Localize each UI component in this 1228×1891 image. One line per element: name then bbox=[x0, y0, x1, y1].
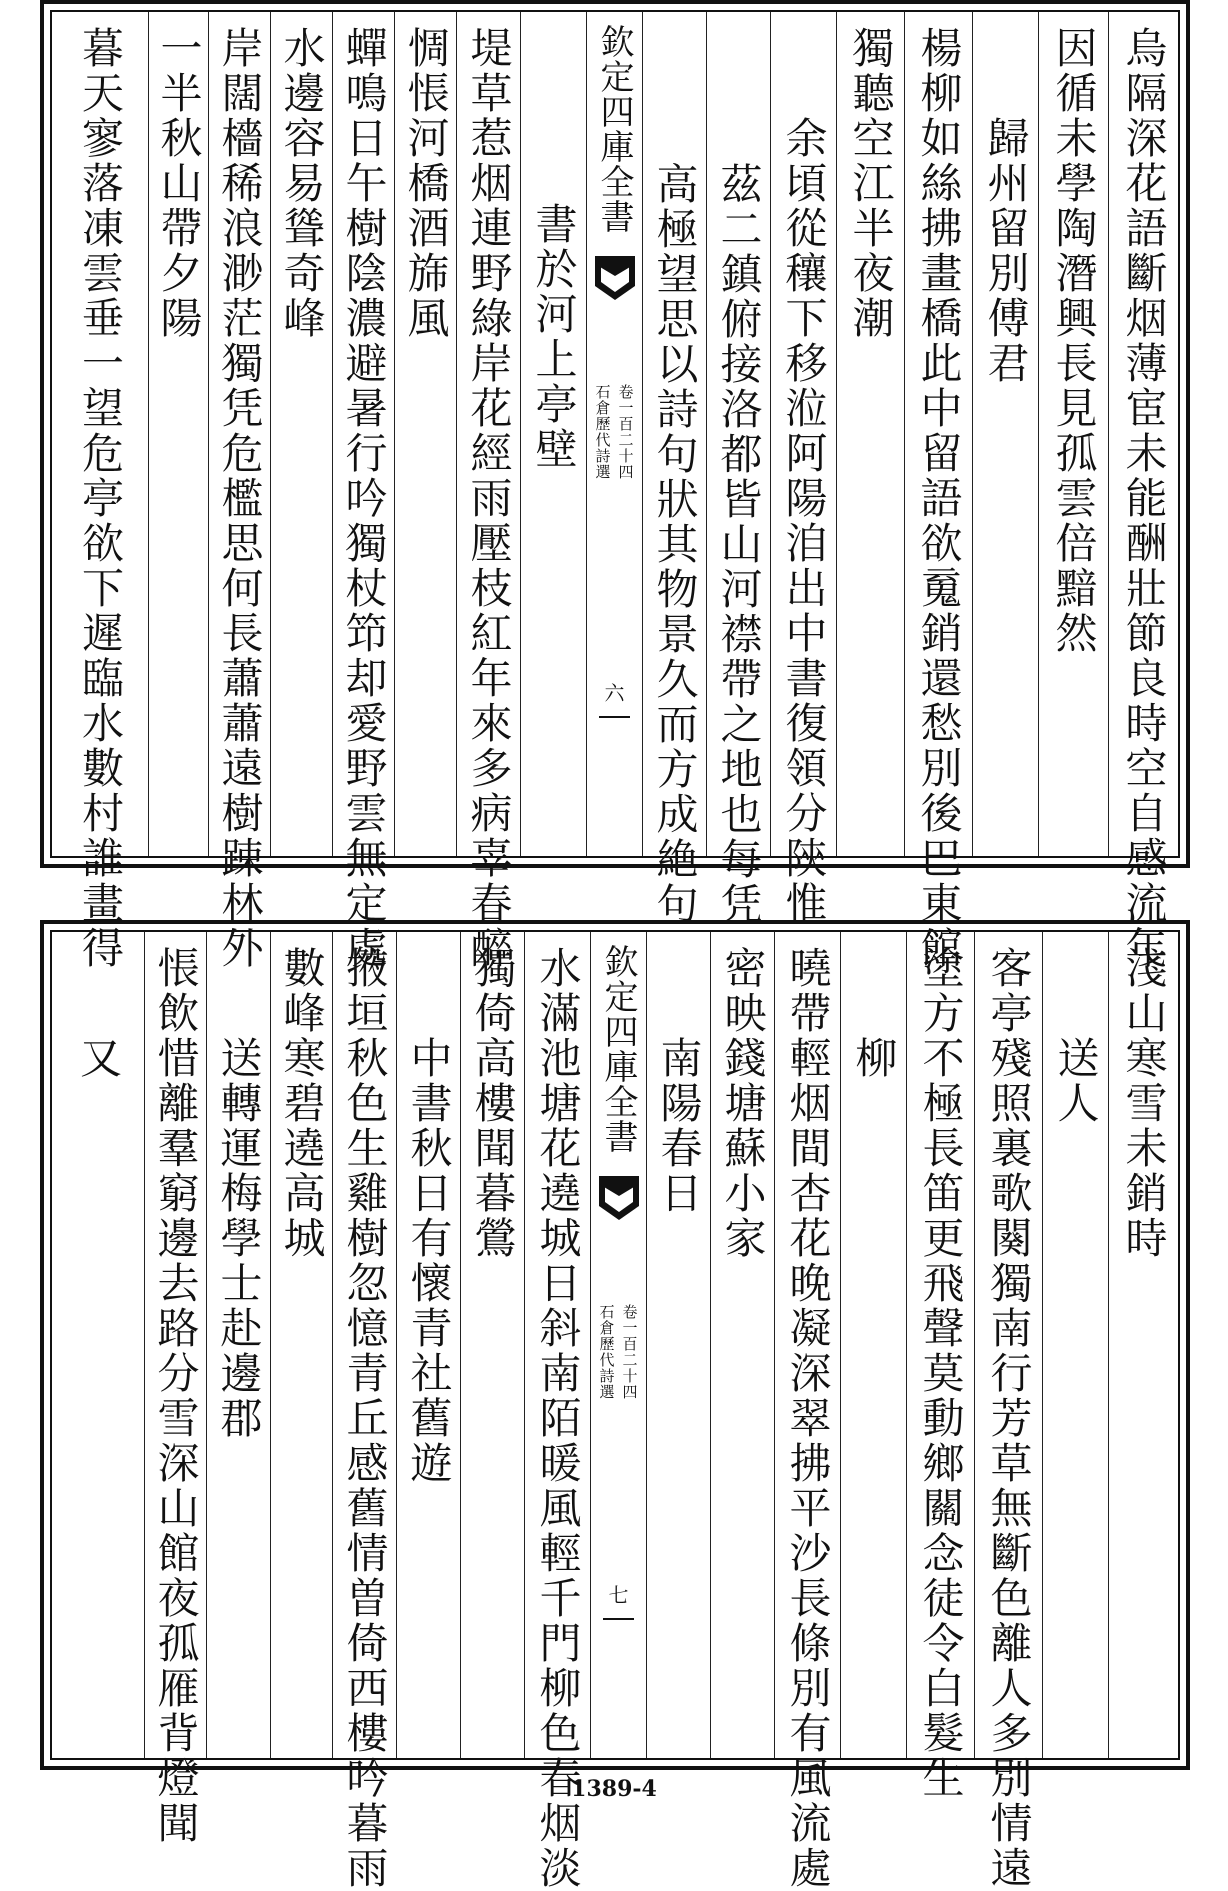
text-column bbox=[52, 12, 148, 971]
poem-title: 又 bbox=[74, 1036, 123, 1081]
text-column bbox=[1108, 932, 1178, 1758]
text-column bbox=[840, 932, 906, 1758]
center-band bbox=[586, 12, 642, 856]
text-column bbox=[710, 932, 774, 1758]
preface-line: 余頃從穰下移涖阿陽洎出中書復領分陝惟 bbox=[779, 116, 829, 926]
verse-line: 因循未學陶潛興長見孤雲倍黯然 bbox=[1049, 26, 1099, 656]
text-column bbox=[144, 932, 206, 1846]
verse-line: 悵飲惜離羣窮邊去路分雪深山館夜孤雁背燈聞 bbox=[151, 946, 201, 1846]
top-book-page bbox=[40, 0, 1190, 971]
text-column bbox=[148, 12, 208, 856]
text-column bbox=[332, 932, 396, 1891]
text-column bbox=[706, 12, 770, 927]
text-column bbox=[520, 12, 586, 856]
verse-line: 惆悵河橋酒旆風 bbox=[401, 26, 451, 341]
verse-line: 數峰寒碧遶高城 bbox=[277, 946, 327, 1261]
text-column bbox=[972, 12, 1038, 856]
text-column bbox=[1108, 12, 1178, 971]
collection-title: 欽定四庫全書 bbox=[594, 24, 634, 234]
band-volume: 卷一百二十四 bbox=[620, 1304, 639, 1400]
text-column bbox=[774, 932, 840, 1891]
text-column bbox=[770, 12, 836, 926]
verse-line: 一半秋山帶夕陽 bbox=[154, 26, 204, 341]
text-column bbox=[836, 12, 904, 856]
text-column bbox=[524, 932, 590, 1891]
preface-line: 高極望思以詩句狀其物景久而方成絶句 bbox=[650, 162, 700, 927]
text-column bbox=[270, 932, 332, 1758]
text-column bbox=[642, 12, 706, 927]
text-column bbox=[208, 12, 270, 971]
text-column bbox=[460, 932, 524, 1758]
band-book-name: 石倉歷代詩選 bbox=[593, 384, 612, 480]
fishtail-mark-icon bbox=[595, 256, 635, 300]
poem-title: 送轉運梅學士赴邊郡 bbox=[214, 1036, 264, 1441]
folio-rule bbox=[599, 716, 630, 718]
verse-line: 曉帶輕烟間杏花晚凝深翠拂平沙長條別有風流處 bbox=[783, 946, 833, 1891]
band-subtitle bbox=[587, 384, 642, 480]
verse-line: 客亭殘照裏歌闋獨南行芳草無斷色離人多別情遠 bbox=[984, 946, 1034, 1891]
folio-number: 七 bbox=[608, 1583, 629, 1607]
poem-title: 中書秋日有懷青社舊遊 bbox=[404, 1036, 454, 1486]
poem-title: 歸州留別傅君 bbox=[981, 116, 1031, 386]
top-page-columns bbox=[52, 12, 1178, 971]
verse-line: 淺山寒雪未銷時 bbox=[1119, 946, 1169, 1261]
verse-line: 烏隔深花語斷烟薄宦未能酬壯節良時空自感流年 bbox=[1119, 26, 1169, 971]
poem-title: 柳 bbox=[849, 1036, 899, 1081]
text-column bbox=[52, 932, 144, 1758]
verse-line: 密映錢塘蘇小家 bbox=[718, 946, 768, 1261]
folio-rule bbox=[603, 1618, 634, 1620]
verse-line: 岸闊檣稀浪渺茫獨凭危檻思何長蕭蕭遠樹踈林外 bbox=[215, 26, 265, 971]
center-band bbox=[590, 932, 646, 1758]
verse-line: 楊柳如絲拂畫橋此中留語欲䰟銷還愁別後巴東館 bbox=[914, 26, 964, 971]
verse-line: 堤草惹烟連野綠岸花經雨壓枝紅年來多病辜春醉 bbox=[464, 26, 514, 971]
band-subtitle bbox=[591, 1304, 646, 1400]
page-code: 1389-4 bbox=[571, 1776, 657, 1802]
text-column bbox=[270, 12, 332, 856]
verse-line: 塗方不極長笛更飛聲莫動鄉關念徒令白髮生 bbox=[916, 946, 966, 1801]
verse-line: 水邊容易聳奇峰 bbox=[277, 26, 327, 341]
text-column bbox=[396, 932, 460, 1758]
poem-title: 送人 bbox=[1051, 1036, 1101, 1126]
verse-line: 蟬鳴日午樹陰濃避暑行吟獨杖笻却愛野雲無定處 bbox=[339, 26, 389, 971]
text-column bbox=[904, 12, 972, 971]
text-column bbox=[332, 12, 394, 971]
preface-line: 茲二鎮俯接洛都皆山河襟帶之地也每凭 bbox=[714, 162, 764, 927]
text-column bbox=[394, 12, 456, 856]
text-column bbox=[646, 932, 710, 1758]
top-page-frame bbox=[50, 10, 1180, 971]
text-column bbox=[974, 932, 1042, 1891]
text-column bbox=[1042, 932, 1108, 1758]
verse-line: 掖垣秋色生雞樹忽憶青丘感舊情曽倚西樓吟暮雨 bbox=[340, 946, 390, 1891]
poem-title: 書於河上亭壁 bbox=[529, 202, 579, 472]
poem-title: 南陽春日 bbox=[654, 1036, 704, 1216]
band-book-name: 石倉歷代詩選 bbox=[597, 1304, 616, 1400]
folio-number: 六 bbox=[604, 681, 625, 705]
text-column bbox=[456, 12, 520, 971]
fishtail-mark-icon bbox=[599, 1176, 639, 1220]
verse-line: 暮天寥落凍雲垂一望危亭欲下遲臨水數村誰畫得 bbox=[76, 26, 125, 971]
text-column bbox=[206, 932, 270, 1758]
band-volume: 卷一百二十四 bbox=[616, 384, 635, 480]
collection-title: 欽定四庫全書 bbox=[598, 944, 638, 1154]
verse-line: 獨聽空江半夜潮 bbox=[846, 26, 896, 341]
text-column bbox=[1038, 12, 1108, 856]
text-column bbox=[906, 932, 974, 1801]
verse-line: 獨倚高樓聞暮鶯 bbox=[468, 946, 518, 1261]
verse-line: 水滿池塘花遶城日斜南陌暖風輕千門柳色春烟淡 bbox=[533, 946, 583, 1891]
